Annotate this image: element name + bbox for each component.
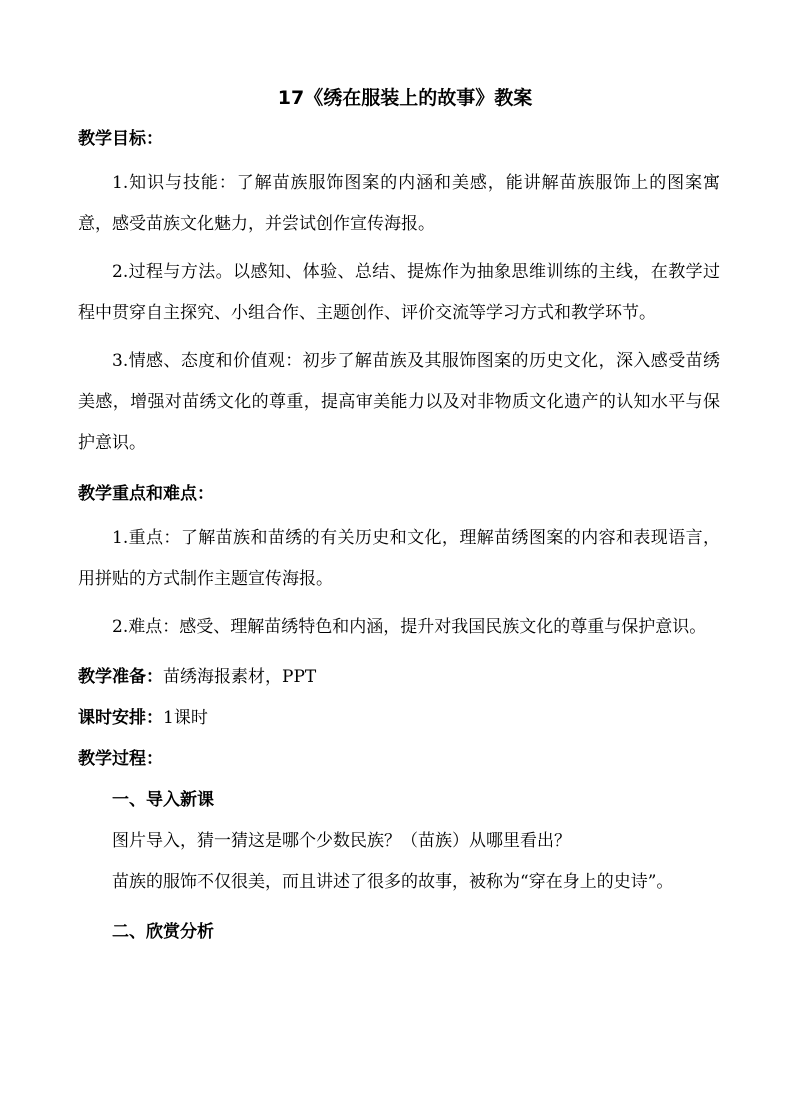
key-point-item-2: 2.难点：感受、理解苗绣特色和内涵，提升对我国民族文化的尊重与保护意识。 <box>112 617 707 637</box>
schedule-value: 1课时 <box>163 708 208 728</box>
section-1-heading: 一、导入新课 <box>112 790 214 810</box>
preparation-row <box>78 664 720 691</box>
section-1-paragraph-2: 苗族的服饰不仅很美，而且讲述了很多的故事，被称为“穿在身上的史诗”。 <box>112 872 674 892</box>
preparation-value: 苗绣海报素材，PPT <box>163 667 317 687</box>
schedule-label: 课时安排： <box>78 708 163 728</box>
section-2-heading: 二、欣赏分析 <box>112 922 214 942</box>
objective-item-2: 2.过程与方法。以感知、体验、总结、提炼作为抽象思维训练的主线，在教学过程中贯穿自主探究、小组合作、主题创作、评价交流等学习方式和教学环节。 <box>78 262 720 323</box>
key-point-item-1: 1.重点：了解苗族和苗绣的有关历史和文化，理解苗绣图案的内容和表现语言，用拼贴的方式制作主题宣传海报。 <box>78 528 720 589</box>
process-heading: 教学过程： <box>78 749 163 769</box>
schedule-row <box>78 705 720 732</box>
preparation-label: 教学准备： <box>78 667 163 687</box>
section-1-paragraph-1: 图片导入，猜一猜这是哪个少数民族？（苗族）从哪里看出？ <box>112 831 571 851</box>
document-title: 17《绣在服装上的故事》教案 <box>277 87 533 109</box>
key-points-heading: 教学重点和难点： <box>78 484 214 504</box>
objective-item-1: 1.知识与技能：了解苗族服饰图案的内涵和美感，能讲解苗族服饰上的图案寓意，感受苗族文化魅力，并尝试创作宣传海报。 <box>78 173 720 234</box>
objectives-heading: 教学目标： <box>78 129 163 149</box>
objective-item-3: 3.情感、态度和价值观：初步了解苗族及其服饰图案的历史文化，深入感受苗绣美感，增强对苗绣文化的尊重，提高审美能力以及对非物质文化遗产的认知水平与保护意识。 <box>78 351 720 453</box>
